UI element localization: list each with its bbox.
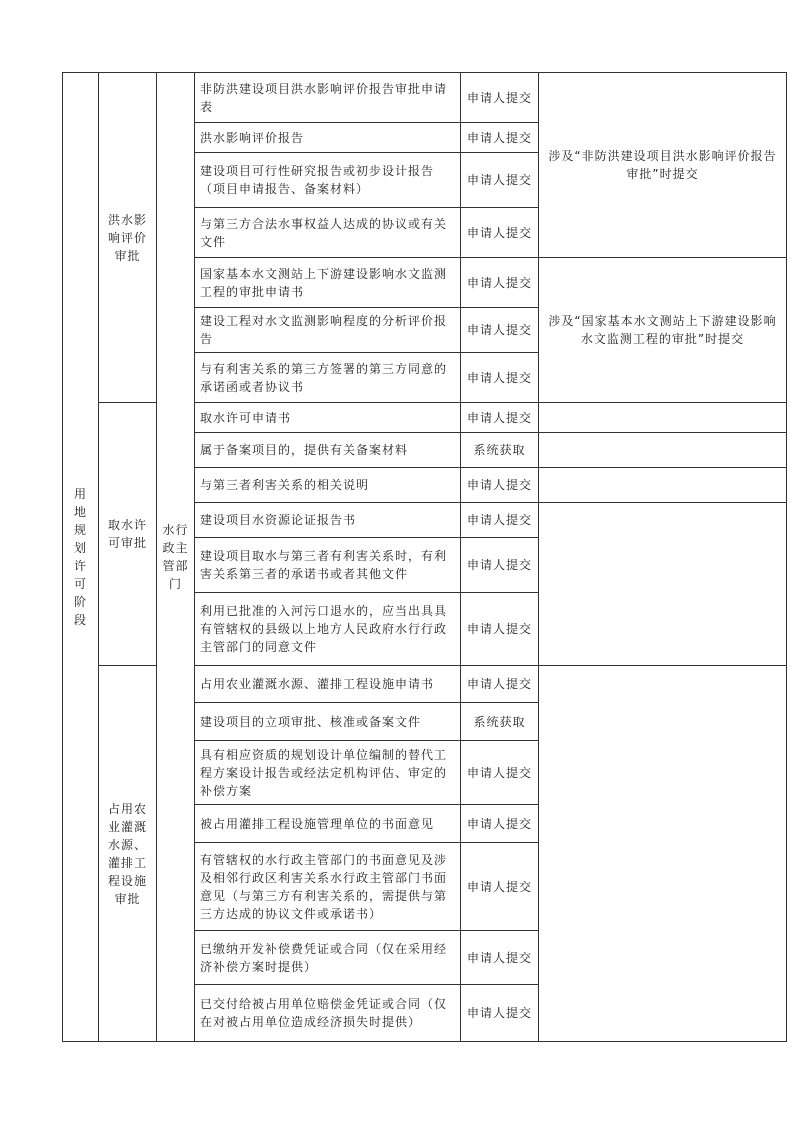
source-cell: 申请人提交 xyxy=(461,593,539,666)
category-cell xyxy=(99,73,157,403)
source-cell: 系统获取 xyxy=(461,433,539,468)
note-cell: 涉及“国家基本水文测站上下游建设影响水文监测工程的审批”时提交 xyxy=(539,258,787,403)
source-cell: 申请人提交 xyxy=(461,931,539,985)
materials-table xyxy=(62,72,787,1042)
material-cell: 被占用灌排工程设施管理单位的书面意见 xyxy=(195,805,461,843)
material-cell: 已交付给被占用单位赔偿金凭证或合同（仅在对被占用单位造成经济损失时提供） xyxy=(195,985,461,1042)
stage-label: 用地规划许可阶段 xyxy=(73,487,87,627)
note-cell: 涉及“非防洪建设项目洪水影响评价报告审批”时提交 xyxy=(539,73,787,258)
table-row xyxy=(63,73,787,123)
material-cell: 与第三方合法水事权益人达成的协议或有关文件 xyxy=(195,208,461,258)
material-cell: 有管辖权的水行政主管部门的书面意见及涉及相邻行政区利害关系水行政主管部门书面意见（与第三方有利害关系的，需提供与第三方达成的协议文件或承诺书） xyxy=(195,843,461,931)
source-cell: 申请人提交 xyxy=(461,538,539,593)
category-cell xyxy=(99,666,157,1042)
material-cell: 非防洪建设项目洪水影响评价报告审批申请表 xyxy=(195,73,461,123)
material-cell: 具有相应资质的规划设计单位编制的替代工程方案设计报告或经法定机构评估、审定的补偿方案 xyxy=(195,741,461,805)
source-cell: 申请人提交 xyxy=(461,403,539,433)
source-cell: 申请人提交 xyxy=(461,123,539,153)
material-cell: 国家基本水文测站上下游建设影响水文监测工程的审批申请书 xyxy=(195,258,461,308)
source-cell: 申请人提交 xyxy=(461,73,539,123)
note-cell xyxy=(539,403,787,433)
source-cell: 申请人提交 xyxy=(461,666,539,703)
source-cell: 申请人提交 xyxy=(461,258,539,308)
source-cell: 申请人提交 xyxy=(461,208,539,258)
material-cell: 建设项目可行性研究报告或初步设计报告（项目申请报告、备案材料） xyxy=(195,153,461,208)
source-cell: 申请人提交 xyxy=(461,741,539,805)
material-cell: 建设工程对水文监测影响程度的分析评价报告 xyxy=(195,308,461,353)
material-cell: 利用已批准的入河污口退水的，应当出具具有管辖权的县级以上地方人民政府水行行政主管部门的同意文件 xyxy=(195,593,461,666)
material-cell: 建设项目的立项审批、核准或备案文件 xyxy=(195,703,461,741)
source-cell: 申请人提交 xyxy=(461,468,539,503)
source-cell: 申请人提交 xyxy=(461,805,539,843)
material-cell: 占用农业灌溉水源、灌排工程设施申请书 xyxy=(195,666,461,703)
category-label: 洪水影响评价审批 xyxy=(107,212,147,263)
category-label: 取水许可审批 xyxy=(107,518,147,550)
material-cell: 与第三者利害关系的相关说明 xyxy=(195,468,461,503)
source-cell: 系统获取 xyxy=(461,703,539,741)
category-cell xyxy=(99,403,157,666)
material-cell: 建设项目取水与第三者有利害关系时，有利害关系第三者的承诺书或者其他文件 xyxy=(195,538,461,593)
material-cell: 建设项目水资源论证报告书 xyxy=(195,503,461,538)
note-cell xyxy=(539,433,787,468)
source-cell: 申请人提交 xyxy=(461,843,539,931)
material-cell: 属于备案项目的，提供有关备案材料 xyxy=(195,433,461,468)
material-cell: 洪水影响评价报告 xyxy=(195,123,461,153)
category-label: 占用农业灌溉水源、灌排工程设施审批 xyxy=(107,801,147,906)
note-cell xyxy=(539,468,787,503)
department-label: 水行政主管部门 xyxy=(162,523,189,591)
source-cell: 申请人提交 xyxy=(461,353,539,403)
material-cell: 已缴纳开发补偿费凭证或合同（仅在采用经济补偿方案时提供） xyxy=(195,931,461,985)
stage-cell xyxy=(63,73,99,1042)
source-cell: 申请人提交 xyxy=(461,503,539,538)
department-cell xyxy=(157,73,195,1042)
source-cell: 申请人提交 xyxy=(461,308,539,353)
material-cell: 与有利害关系的第三方签署的第三方同意的承诺函或者协议书 xyxy=(195,353,461,403)
source-cell: 申请人提交 xyxy=(461,153,539,208)
note-cell xyxy=(539,666,787,1042)
note-cell xyxy=(539,503,787,666)
material-cell: 取水许可申请书 xyxy=(195,403,461,433)
source-cell: 申请人提交 xyxy=(461,985,539,1042)
